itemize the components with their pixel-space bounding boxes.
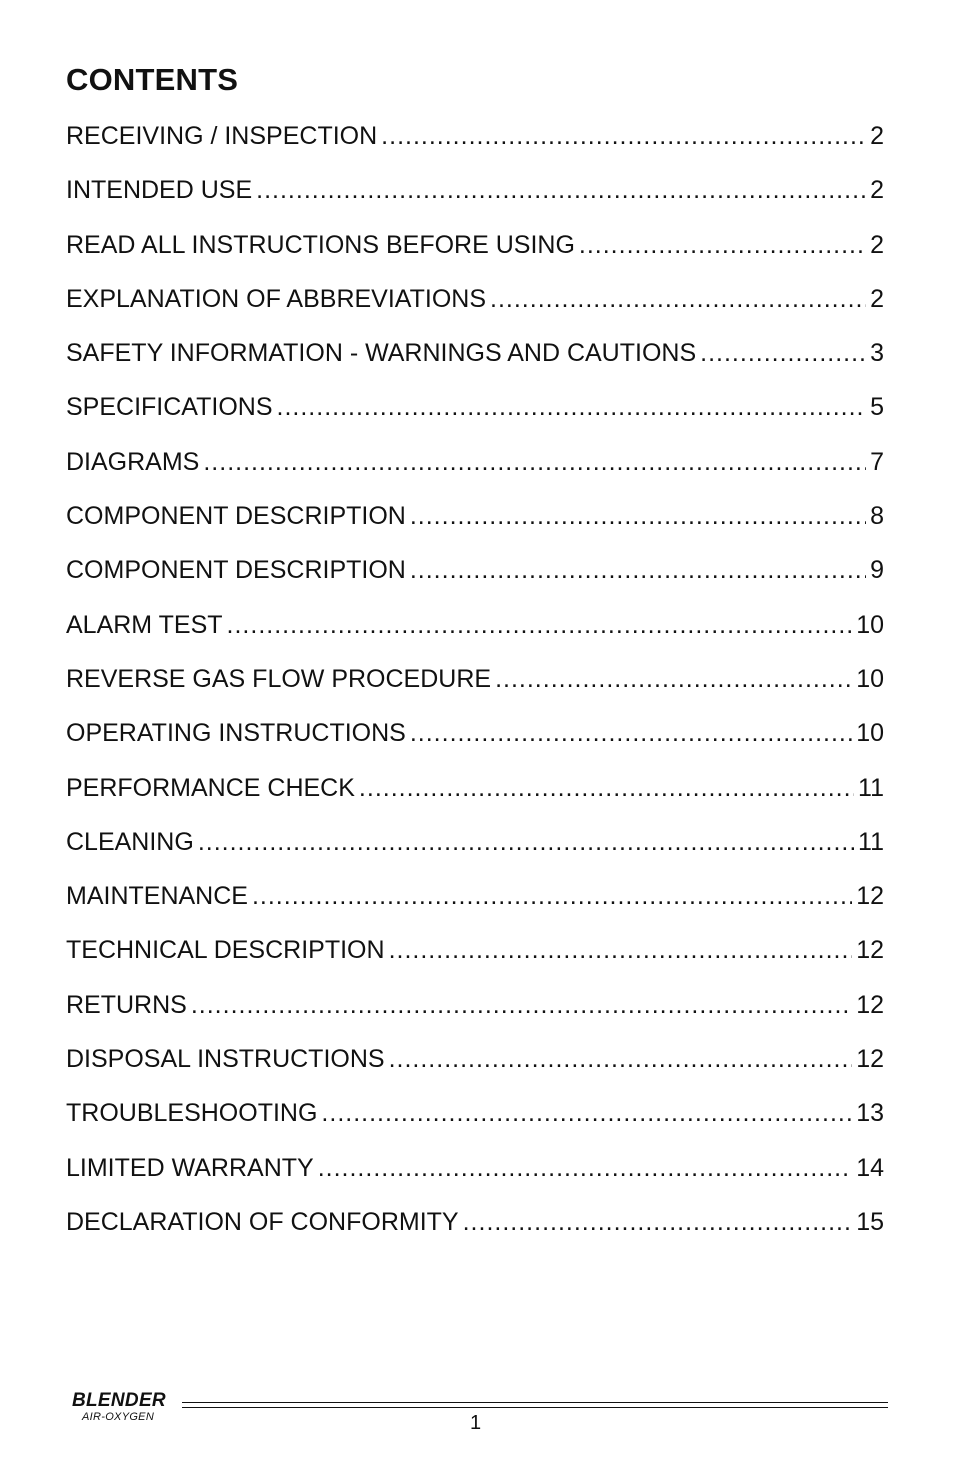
page-number: 1: [470, 1412, 482, 1434]
toc-entry-declaration-of-conformity[interactable]: [66, 1202, 884, 1256]
toc-entry-label: SAFETY INFORMATION - WARNINGS AND CAUTIONS: [66, 339, 697, 368]
toc-entry-label: TECHNICAL DESCRIPTION: [66, 936, 385, 965]
toc-entry-page: 5: [870, 393, 884, 422]
toc-entry-intended-use[interactable]: [66, 170, 884, 224]
dot-leader: [389, 1039, 853, 1079]
dot-leader: [381, 116, 866, 156]
toc-entry-label: LIMITED WARRANTY: [66, 1153, 314, 1182]
toc-entry-page: 10: [856, 664, 884, 693]
toc-entry-page: 8: [870, 502, 884, 531]
toc-entry-component-description-1[interactable]: [66, 496, 884, 550]
toc-entry-operating-instructions[interactable]: [66, 713, 884, 767]
dot-leader: [389, 930, 853, 970]
dot-leader: [277, 387, 867, 427]
toc-entry-label: TROUBLESHOOTING: [66, 1099, 318, 1128]
toc-entry-explanation-of-abbreviations[interactable]: [66, 279, 884, 333]
toc-entry-page: 2: [870, 176, 884, 205]
dot-leader: [410, 496, 866, 536]
toc-entry-diagrams[interactable]: [66, 442, 884, 496]
toc-entry-page: 2: [870, 230, 884, 259]
dot-leader: [227, 605, 853, 645]
toc-entry-label: INTENDED USE: [66, 176, 253, 205]
dot-leader: [359, 768, 854, 808]
toc-entry-returns[interactable]: [66, 985, 884, 1039]
footer-double-rule: [182, 1402, 888, 1408]
table-of-contents: [66, 116, 884, 1256]
toc-entry-page: 13: [856, 1099, 884, 1128]
toc-entry-maintenance[interactable]: [66, 876, 884, 930]
dot-leader: [203, 442, 866, 482]
toc-entry-page: 10: [856, 719, 884, 748]
page-footer: [72, 1390, 890, 1440]
toc-entry-label: DISPOSAL INSTRUCTIONS: [66, 1045, 385, 1074]
dot-leader: [252, 876, 852, 916]
toc-entry-technical-description[interactable]: [66, 930, 884, 984]
footer-brand-subtitle: AIR-OXYGEN: [82, 1411, 155, 1423]
toc-entry-label: PERFORMANCE CHECK: [66, 773, 355, 802]
dot-leader: [198, 822, 854, 862]
toc-entry-page: 2: [870, 122, 884, 150]
toc-entry-page: 11: [858, 773, 884, 802]
toc-entry-disposal-instructions[interactable]: [66, 1039, 884, 1093]
toc-entry-label: EXPLANATION OF ABBREVIATIONS: [66, 284, 487, 313]
toc-entry-page: 9: [870, 556, 884, 585]
dot-leader: [191, 985, 852, 1025]
toc-entry-label: REVERSE GAS FLOW PROCEDURE: [66, 664, 492, 693]
toc-entry-receiving-inspection[interactable]: [66, 116, 884, 170]
toc-entry-label: ALARM TEST: [66, 610, 223, 639]
dot-leader: [579, 225, 866, 265]
toc-entry-label: DECLARATION OF CONFORMITY: [66, 1207, 459, 1236]
toc-entry-label: DIAGRAMS: [66, 447, 200, 476]
dot-leader: [495, 659, 852, 699]
toc-entry-page: 15: [856, 1207, 884, 1236]
dot-leader: [410, 550, 866, 590]
toc-entry-safety-information[interactable]: [66, 333, 884, 387]
toc-entry-read-all-instructions[interactable]: [66, 225, 884, 279]
toc-entry-performance-check[interactable]: [66, 768, 884, 822]
toc-entry-label: RETURNS: [66, 990, 187, 1019]
dot-leader: [463, 1202, 853, 1242]
toc-entry-page: 12: [856, 882, 884, 911]
toc-entry-label: COMPONENT DESCRIPTION: [66, 502, 406, 531]
toc-entry-page: 2: [870, 284, 884, 313]
footer-brand: BLENDER: [72, 1390, 166, 1411]
toc-entry-label: OPERATING INSTRUCTIONS: [66, 719, 406, 748]
toc-entry-page: 12: [856, 990, 884, 1019]
toc-entry-label: MAINTENANCE: [66, 882, 248, 911]
toc-entry-troubleshooting[interactable]: [66, 1093, 884, 1147]
page-title: CONTENTS: [66, 62, 239, 97]
toc-entry-cleaning[interactable]: [66, 822, 884, 876]
dot-leader: [490, 279, 866, 319]
toc-entry-reverse-gas-flow[interactable]: [66, 659, 884, 713]
toc-entry-page: 10: [856, 610, 884, 639]
toc-entry-label: COMPONENT DESCRIPTION: [66, 556, 406, 585]
toc-entry-component-description-2[interactable]: [66, 550, 884, 604]
toc-entry-page: 3: [870, 339, 884, 368]
dot-leader: [700, 333, 866, 373]
toc-entry-page: 12: [856, 1045, 884, 1074]
toc-entry-label: CLEANING: [66, 827, 194, 856]
toc-entry-label: RECEIVING / INSPECTION: [66, 122, 378, 150]
toc-entry-page: 12: [856, 936, 884, 965]
dot-leader: [318, 1148, 852, 1188]
dot-leader: [256, 170, 866, 210]
toc-entry-specifications[interactable]: [66, 387, 884, 441]
toc-entry-label: SPECIFICATIONS: [66, 393, 273, 422]
dot-leader: [410, 713, 852, 753]
toc-entry-page: 14: [856, 1153, 884, 1182]
toc-entry-label: READ ALL INSTRUCTIONS BEFORE USING: [66, 230, 575, 259]
dot-leader: [321, 1093, 852, 1133]
toc-entry-page: 7: [870, 447, 884, 476]
toc-entry-alarm-test[interactable]: [66, 605, 884, 659]
toc-entry-page: 11: [858, 827, 884, 856]
toc-entry-limited-warranty[interactable]: [66, 1148, 884, 1202]
